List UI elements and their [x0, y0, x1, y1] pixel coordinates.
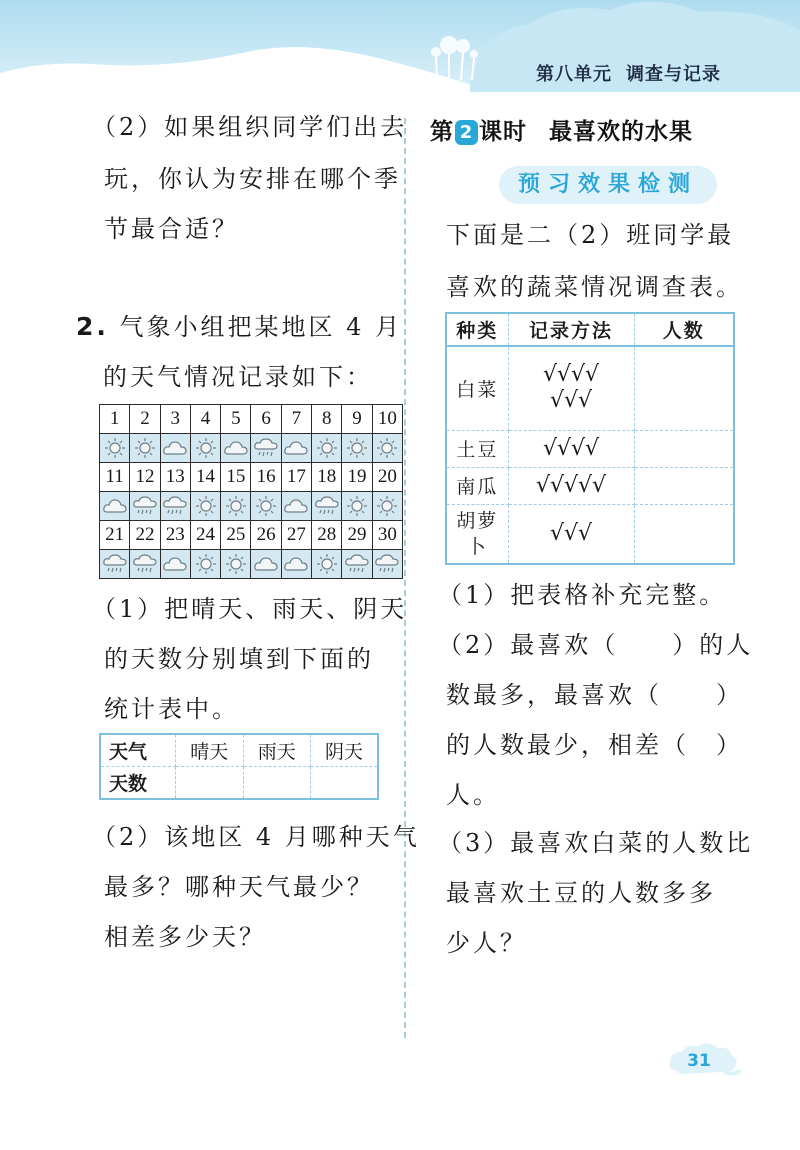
calendar-day-number: 16	[251, 463, 281, 492]
veg-header-count: 人数	[634, 313, 734, 346]
veg-marks-carrot: √√√	[508, 504, 634, 564]
calendar-day-number: 2	[130, 405, 160, 434]
sunny-icon	[312, 434, 342, 463]
stat-answer-sunny[interactable]	[176, 767, 244, 800]
sunny-icon	[190, 550, 220, 579]
column-divider	[404, 118, 406, 1038]
veg-count-carrot[interactable]	[634, 504, 734, 564]
stat-answer-cloudy[interactable]	[311, 767, 379, 800]
weather-stat-table	[99, 733, 379, 800]
q2-line-1	[76, 302, 402, 352]
sunny-icon	[190, 434, 220, 463]
r-part2-line-1: （2）最喜欢（ ）的人	[438, 631, 754, 659]
rainy-icon	[100, 550, 130, 579]
veg-header-type: 种类	[446, 313, 508, 346]
calendar-day-number: 12	[130, 463, 160, 492]
sunny-icon	[221, 492, 251, 521]
stat-answer-rainy[interactable]	[243, 767, 311, 800]
q2-line-1-text: 气象小组把某地区 4 月	[119, 313, 403, 341]
calendar-day-row	[100, 521, 403, 550]
q2-part1-line-2: 的天数分别填到下面的	[104, 645, 374, 673]
calendar-day-number: 18	[312, 463, 342, 492]
veg-count-potato[interactable]	[634, 430, 734, 467]
calendar-day-number: 19	[342, 463, 372, 492]
q2-part2-line-1: （2）该地区 4 月哪种天气	[92, 823, 420, 851]
sunny-icon	[342, 434, 372, 463]
calendar-day-number: 3	[160, 405, 190, 434]
stat-header-weather: 天气	[100, 734, 176, 767]
calendar-day-number: 26	[251, 521, 281, 550]
calendar-day-number: 15	[221, 463, 251, 492]
sunny-icon	[100, 434, 130, 463]
calendar-day-number: 1	[100, 405, 130, 434]
veg-marks-cabbage-line-1: √√√√	[542, 362, 600, 388]
cloudy-icon	[281, 434, 311, 463]
sunny-icon	[372, 434, 402, 463]
calendar-day-number: 5	[221, 405, 251, 434]
cloudy-icon	[221, 434, 251, 463]
lesson-name: 最喜欢的水果	[549, 119, 693, 145]
rainy-icon	[251, 434, 281, 463]
calendar-day-number: 28	[312, 521, 342, 550]
calendar-day-number: 25	[221, 521, 251, 550]
q2-number: 2.	[76, 312, 109, 341]
q1-part2-line-3: 节最合适？	[104, 215, 239, 243]
veg-marks-potato: √√√√	[508, 430, 634, 467]
sunny-icon	[372, 492, 402, 521]
veg-count-pumpkin[interactable]	[634, 467, 734, 504]
r-part1: （1）把表格补充完整。	[438, 581, 727, 609]
lesson-number-badge: 2	[455, 120, 478, 145]
calendar-day-number: 20	[372, 463, 402, 492]
r-part2-line-3: 的人数最少，相差（ ）	[446, 731, 743, 759]
veg-marks-cabbage	[508, 346, 634, 430]
calendar-day-number: 17	[281, 463, 311, 492]
veg-name-carrot	[446, 504, 508, 564]
calendar-day-number: 13	[160, 463, 190, 492]
cloudy-icon	[160, 434, 190, 463]
sunny-icon	[251, 492, 281, 521]
calendar-day-number: 7	[281, 405, 311, 434]
calendar-weather-row	[100, 550, 403, 579]
lesson-prefix: 第	[430, 119, 454, 145]
stat-header-cloudy: 阴天	[311, 734, 379, 767]
rainy-icon	[160, 492, 190, 521]
stat-header-rainy: 雨天	[243, 734, 311, 767]
r-part3-line-3: 少人？	[446, 929, 527, 957]
calendar-day-number: 24	[190, 521, 220, 550]
q1-part2-line-1: （2）如果组织同学们出去	[92, 113, 408, 141]
rainy-icon	[372, 550, 402, 579]
calendar-day-number: 8	[312, 405, 342, 434]
r-part2-line-4: 人。	[446, 781, 500, 809]
q1-part2-line-2: 玩，你认为安排在哪个季	[104, 165, 401, 193]
unit-topic: 调查与记录	[626, 64, 721, 85]
r-part3-line-1: （3）最喜欢白菜的人数比	[438, 829, 754, 857]
lesson-suffix: 课时	[479, 119, 527, 145]
intro-line-1: 下面是二（2）班同学最	[446, 221, 735, 249]
veg-header-method: 记录方法	[508, 313, 634, 346]
sunny-icon	[190, 492, 220, 521]
vegetable-survey-table	[445, 312, 735, 565]
veg-name-cabbage: 白菜	[446, 346, 508, 430]
veg-marks-cabbage-line-2: √√√	[549, 388, 593, 414]
cloudy-icon	[251, 550, 281, 579]
veg-name-carrot-line-1: 胡萝	[456, 509, 499, 532]
section-banner: 预习效果检测	[499, 166, 717, 204]
q2-part1-line-1: （1）把晴天、雨天、阴天	[92, 595, 408, 623]
calendar-weather-row	[100, 492, 403, 521]
calendar-weather-row	[100, 434, 403, 463]
unit-label: 第八单元	[536, 64, 612, 85]
sunny-icon	[312, 550, 342, 579]
sunny-icon	[130, 434, 160, 463]
q2-line-2: 的天气情况记录如下：	[103, 363, 373, 391]
veg-name-pumpkin: 南瓜	[446, 467, 508, 504]
rainy-icon	[342, 550, 372, 579]
intro-line-2: 喜欢的蔬菜情况调查表。	[446, 273, 743, 301]
unit-title	[536, 60, 721, 86]
calendar-day-number: 4	[190, 405, 220, 434]
calendar-day-row	[100, 463, 403, 492]
cloudy-icon	[100, 492, 130, 521]
q2-part2-line-2: 最多？哪种天气最少？	[104, 873, 374, 901]
calendar-day-number: 14	[190, 463, 220, 492]
calendar-day-row	[100, 405, 403, 434]
r-part3-line-2: 最喜欢土豆的人数多多	[446, 879, 716, 907]
stat-header-sunny: 晴天	[176, 734, 244, 767]
calendar-day-number: 9	[342, 405, 372, 434]
rainy-icon	[130, 550, 160, 579]
calendar-day-number: 30	[372, 521, 402, 550]
lesson-title	[430, 113, 693, 146]
page-number: 31	[687, 1051, 711, 1071]
sunny-icon	[342, 492, 372, 521]
calendar-day-number: 11	[100, 463, 130, 492]
veg-marks-pumpkin: √√√√√	[508, 467, 634, 504]
stat-header-days: 天数	[100, 767, 176, 800]
q2-part2-line-3: 相差多少天？	[104, 923, 266, 951]
rainy-icon	[130, 492, 160, 521]
veg-name-carrot-line-2: 卜	[466, 535, 488, 558]
calendar-day-number: 29	[342, 521, 372, 550]
calendar-day-number: 22	[130, 521, 160, 550]
header-cloud-band	[0, 0, 800, 115]
r-part2-line-2: 数最多，最喜欢（ ）	[446, 681, 743, 709]
cloudy-icon	[160, 550, 190, 579]
cloudy-icon	[281, 492, 311, 521]
sunny-icon	[221, 550, 251, 579]
calendar-day-number: 6	[251, 405, 281, 434]
calendar-day-number: 21	[100, 521, 130, 550]
rainy-icon	[312, 492, 342, 521]
q2-part1-line-3: 统计表中。	[104, 695, 239, 723]
calendar-day-number: 27	[281, 521, 311, 550]
calendar-day-number: 10	[372, 405, 402, 434]
veg-count-cabbage[interactable]	[634, 346, 734, 430]
veg-name-potato: 土豆	[446, 430, 508, 467]
weather-calendar	[99, 404, 403, 579]
cloudy-icon	[281, 550, 311, 579]
calendar-day-number: 23	[160, 521, 190, 550]
